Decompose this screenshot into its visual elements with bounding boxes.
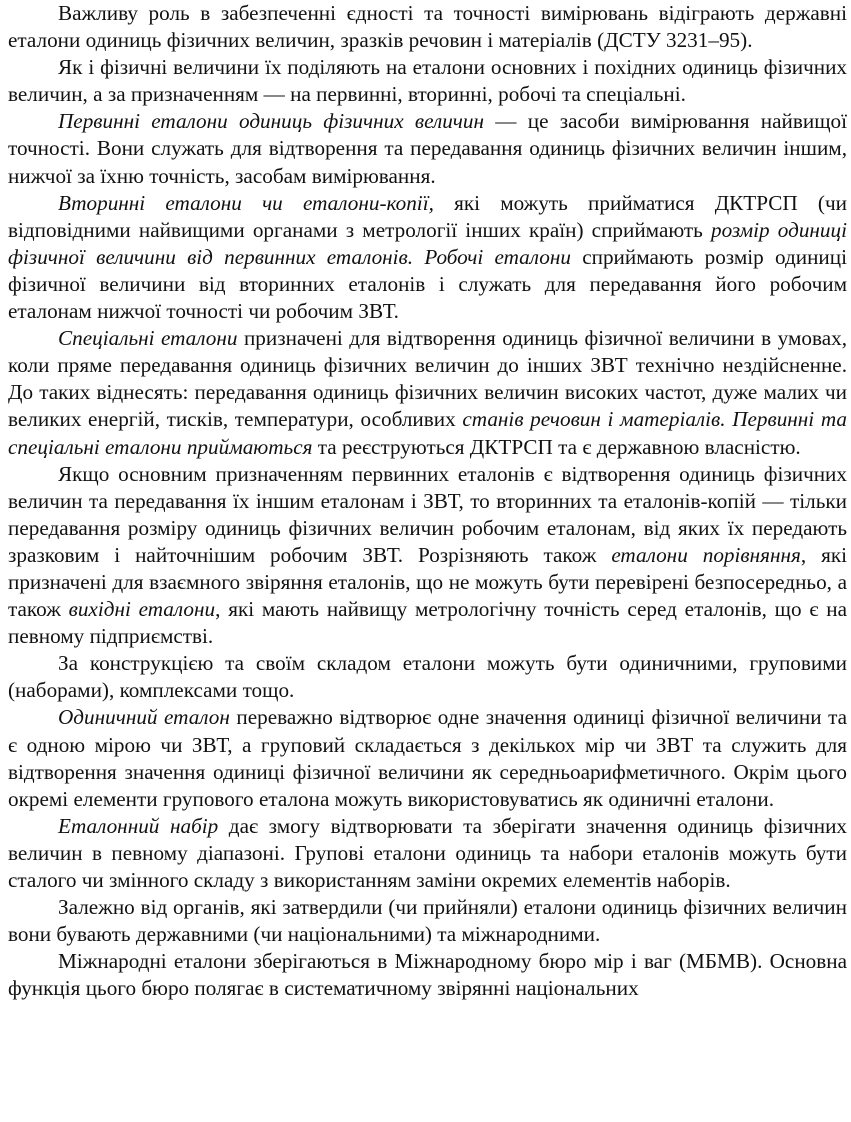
paragraph-8 — [8, 704, 847, 812]
paragraph-1 — [8, 0, 847, 54]
paragraph-6-term-1: еталони порівняння — [611, 542, 801, 567]
paragraph-10 — [8, 894, 847, 948]
paragraph-9 — [8, 813, 847, 894]
paragraph-6-text-1: Якщо основним призначенням первинних еталонів є відтворення одиниць фізичних величин та передавання їх іншим еталонам і ЗВТ, то вторинних та еталонів-копій — тільки передавання розміру одиниць фізичних величин робочим еталонам, від яких їх передають зразковим і найточнішим робочим ЗВТ. Розрізняють також — [8, 461, 847, 567]
paragraph-7-text: За конструкцією та своїм складом еталони можуть бути одиничними, груповими (наборами), комплексами тощо. — [8, 651, 847, 703]
paragraph-3-term: Первинні еталони одиниць фізичних величин — [58, 109, 485, 134]
paragraph-4-term-1: Вторинні еталони чи еталони-копії, — [58, 190, 434, 215]
paragraph-9-text: дає змогу відтворювати та зберігати значення одиниць фізичних величин в певному діапазоні. Групові еталони одиниць та набори еталонів можуть бути сталого чи змінного складу з використанням заміни окремих елементів наборів. — [8, 813, 847, 892]
paragraph-7 — [8, 650, 847, 704]
paragraph-1-text: Важливу роль в забезпеченні єдності та точності вимірювань відіграють державні еталони одиниць фізичних величин, зразків речовин і матеріалів (ДСТУ 3231–95). — [8, 1, 847, 53]
document-page — [8, 0, 847, 1002]
paragraph-8-term: Одиничний еталон — [58, 705, 230, 730]
paragraph-10-text: Залежно від органів, які затвердили (чи прийняли) еталони одиниць фізичних величин вони бувають державними (чи національними) та міжнародними. — [8, 895, 847, 947]
paragraph-4-space — [413, 245, 424, 269]
paragraph-6-text-2: , які призначені для взаємного звіряння еталонів, що не можуть бути перевірені безпосередньо, а також — [8, 542, 847, 622]
paragraph-3 — [8, 108, 847, 189]
paragraph-4-italic-phrase: розмір одиниці фізичної величини від первинних еталонів. — [8, 217, 847, 269]
paragraph-4-text-2: сприймають розмір одиниці фізичної величини від вторинних еталонів і служать для передавання його робочим еталонам нижчої точності чи робочим ЗВТ. — [8, 244, 847, 324]
paragraph-6-text-3: , які мають найвищу метрологічну точність серед еталонів, що є на певному підприємстві. — [8, 597, 847, 649]
paragraph-5-text-2: та реєструються ДКТРСП та є державною власністю. — [312, 434, 801, 459]
paragraph-11 — [8, 948, 847, 1002]
paragraph-2-text: Як і фізичні величини їх поділяють на еталони основних і похідних одиниць фізичних величин, а за призначенням — на первинні, вторинні, робочі та спеціальні. — [8, 55, 847, 107]
paragraph-11-text: Міжнародні еталони зберігаються в Міжнародному бюро мір і ваг (МБМВ). Основна функція цього бюро полягає в систематичному звірянні національних — [8, 949, 847, 1001]
paragraph-5-text-1: призначені для відтворення одиниць фізичної величини в умовах, коли пряме передавання одиниць фізичних величин до інших ЗВТ технічно нездійсненне. До таких віднесять: передавання одиниць фізичних величин високих частот, дуже малих чи великих енергій, тисків, температури, особливих — [8, 326, 847, 432]
paragraph-9-term: Еталонний набір — [58, 813, 219, 838]
paragraph-4-term-2: Робочі еталони — [424, 244, 571, 269]
paragraph-5-italic-phrase: станів речовин і матеріалів. Первинні та спеціальні еталони приймаються — [8, 407, 847, 459]
paragraph-4 — [8, 190, 847, 325]
paragraph-5 — [8, 325, 847, 460]
paragraph-6 — [8, 461, 847, 651]
paragraph-8-text: переважно відтворює одне значення одиниці фізичної величини та є одною мірою чи ЗВТ, а груповий складається з декількох мір чи ЗВТ та служить для відтворення значення одиниці фізичної величини як середньоарифметичного. Окрім цього окремі елементи групового еталона можуть використовуватись як одиничні еталони. — [8, 705, 848, 811]
paragraph-2 — [8, 54, 847, 108]
paragraph-5-term: Спеціальні еталони — [58, 326, 238, 351]
paragraph-6-term-2: вихідні еталони — [68, 597, 216, 622]
paragraph-4-text-1: які можуть прийматися ДКТРСП (чи відповідними найвищими органами з метрології інших країн) сприймають — [8, 190, 847, 242]
paragraph-3-text: — це засоби вимірювання найвищої точності. Вони служать для відтворення та передавання одиниць фізичних величин іншим, нижчої за їхню точність, засобам вимірювання. — [8, 109, 848, 188]
